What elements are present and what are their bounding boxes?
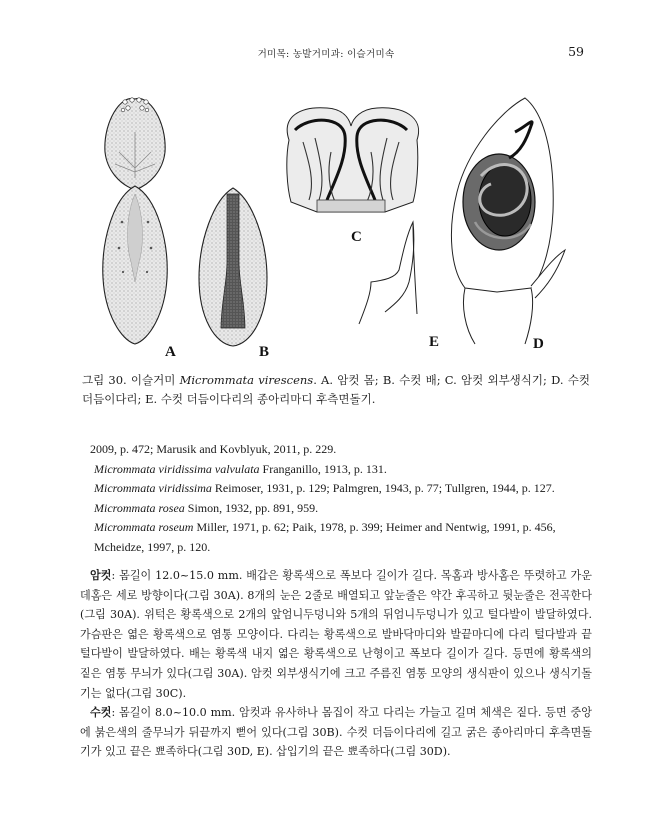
figure-30	[95, 82, 595, 360]
panel-b-male-abdomen	[199, 188, 269, 360]
description-body	[80, 566, 592, 762]
running-head: 거미목: 농발거미과: 이슬거미속	[257, 49, 395, 60]
page-number: 59	[568, 44, 584, 59]
male-description: 수컷: 몸길이 8.0~10.0 mm. 암컷과 유사하나 몸집이 작고 다리는 가늘고 길며 체색은 짙다. 등면 중앙에 붉은색의 줄무늬가 뒤끝까지 뻗어 있다(그림 30B). 수컷 더듬이다리에 길고 굵은 종아리마디 후측면돌기가 있고 끝은 뾰족하다(그림 30D, E). 삽입기의 끝은 뾰족하다(그림 30D).	[80, 706, 592, 759]
female-description: 암컷: 몸길이 12.0~15.0 mm. 배갑은 황록색으로 폭보다 길이가 길다. 목홈과 방사홈은 뚜렷하고 가운데홈은 세로 방향이다(그림 30A). 8개의 눈은 2줄로 배열되고 앞눈줄은 약간 후곡하고 뒷눈줄은 전곡한다(그림 30A). 위턱은 황록색으로 2개의 앞엄니두덩니와 5개의 뒤엄니두덩니가 있고 털다발이 발달하였다. 가슴판은 엷은 황록색으로 염통 모양이다. 다리는 황록색으로 발바닥마디와 발끝마디에 다리 털다발과 끝털다발이 발달하였다. 배는 황록색 내지 엷은 황록색으로 난형이고 폭보다 길이가 길다. 등면에 황록색의 짙은 염통 무늬가 있다(그림 30A). 암컷 외부생식기에 크고 주름진 염통 모양의 생식판이 있으나 생식기돌기는 없다(그림 30C).	[80, 569, 592, 700]
label-c: C	[351, 229, 362, 245]
label-b: B	[259, 344, 270, 360]
label-d: D	[533, 336, 544, 352]
reference-line: 2009, p. 472; Marusik and Kovblyuk, 2011, p. 229.	[90, 442, 337, 456]
caption-prefix: 그림 30. 이슬거미	[82, 373, 180, 387]
panel-e-tibial-apophysis	[359, 222, 439, 350]
reference-line: Micrommata roseum Miller, 1971, p. 62; Paik, 1978, p. 399; Heimer and Nentwig, 1991, p. 456, Mcheidze, 1997, p. 120.	[94, 520, 556, 554]
label-a: A	[165, 344, 176, 360]
caption-species: Micrommata virescens	[179, 373, 314, 387]
panel-d-male-palp	[451, 98, 565, 352]
panel-a-female-body	[103, 98, 176, 360]
page-header	[0, 44, 652, 64]
spider-illustration	[95, 82, 595, 360]
label-e: E	[429, 334, 440, 350]
reference-line: Micrommata rosea Simon, 1932, pp. 891, 959.	[94, 500, 319, 515]
synonymy-references	[80, 440, 592, 558]
figure-caption	[82, 371, 590, 409]
reference-line: Micrommata viridissima Reimoser, 1931, p. 129; Palmgren, 1943, p. 77; Tullgren, 1944, p. 127.	[94, 481, 555, 496]
reference-line: Micrommata viridissima valvulata Franganillo, 1913, p. 131.	[94, 461, 387, 476]
panel-c-female-epigyne	[287, 108, 419, 245]
caption-text: . A. 암컷 몸; B. 수컷 배; C. 암컷 외부생식기; D. 수컷 더듬이다리; E. 수컷 더듬이다리의 종아리마디 후측면돌기.	[82, 373, 590, 406]
